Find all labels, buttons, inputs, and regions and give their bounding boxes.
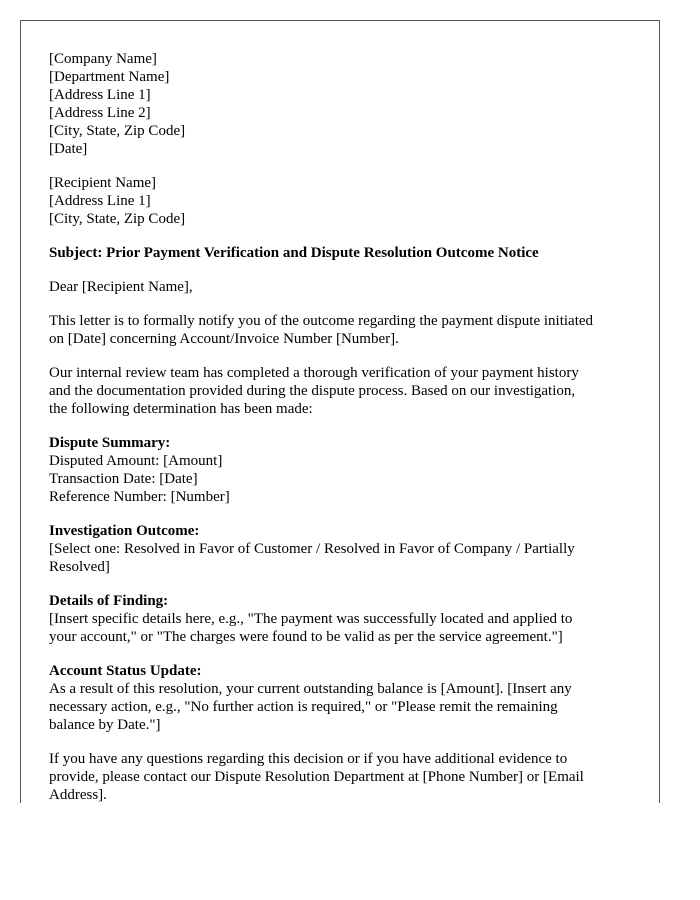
subject-line: Subject: Prior Payment Verification and Dispute Resolution Outcome Notice xyxy=(49,245,539,261)
account-status-update-line: As a result of this resolution, your current outstanding balance is [Amount]. [Insert any xyxy=(49,681,572,697)
disputed-amount: Disputed Amount: [Amount] xyxy=(49,453,223,469)
letter-content xyxy=(49,50,639,803)
recipient-address-block xyxy=(49,174,639,228)
closing-line: Address]. xyxy=(49,787,107,803)
account-status-update-line: necessary action, e.g., "No further action is required," or "Please remit the remaining xyxy=(49,699,558,715)
account-status-update-heading: Account Status Update: xyxy=(49,663,202,679)
account-status-update-section xyxy=(49,662,639,734)
sender-address-line-1: [Address Line 1] xyxy=(49,87,151,103)
sender-city-state-zip: [City, State, Zip Code] xyxy=(49,123,186,139)
recipient-city-state-zip: [City, State, Zip Code] xyxy=(49,211,186,227)
sender-address-line-2: [Address Line 2] xyxy=(49,105,151,121)
dispute-summary-section xyxy=(49,434,639,506)
sender-company-name: [Company Name] xyxy=(49,51,157,67)
review-line: the following determination has been made: xyxy=(49,401,313,417)
sender-department-name: [Department Name] xyxy=(49,69,170,85)
details-of-finding-line: [Insert specific details here, e.g., "The payment was successfully located and applied to xyxy=(49,611,573,627)
closing-paragraph xyxy=(49,750,639,803)
review-line: Our internal review team has completed a thorough verification of your payment history xyxy=(49,365,579,381)
intro-paragraph xyxy=(49,312,639,348)
details-of-finding-line: your account," or "The charges were found to be valid as per the service agreement."] xyxy=(49,629,563,645)
dispute-summary-heading: Dispute Summary: xyxy=(49,435,171,451)
intro-line: on [Date] concerning Account/Invoice Number [Number]. xyxy=(49,331,399,347)
recipient-name: [Recipient Name] xyxy=(49,175,157,191)
transaction-date: Transaction Date: [Date] xyxy=(49,471,198,487)
intro-line: This letter is to formally notify you of the outcome regarding the payment dispute initiated xyxy=(49,313,594,329)
details-of-finding-section xyxy=(49,592,639,646)
recipient-address-line-1: [Address Line 1] xyxy=(49,193,151,209)
closing-line: If you have any questions regarding this decision or if you have additional evidence to xyxy=(49,751,568,767)
account-status-update-line: balance by Date."] xyxy=(49,717,161,733)
investigation-outcome-section xyxy=(49,522,639,576)
sender-address-block xyxy=(49,50,639,158)
investigation-outcome-line: Resolved] xyxy=(49,559,110,575)
review-line: and the documentation provided during the dispute process. Based on our investigation, xyxy=(49,383,576,399)
details-of-finding-heading: Details of Finding: xyxy=(49,593,169,609)
review-paragraph xyxy=(49,364,639,418)
investigation-outcome-line: [Select one: Resolved in Favor of Customer / Resolved in Favor of Company / Partially xyxy=(49,541,575,557)
closing-line: provide, please contact our Dispute Resolution Department at [Phone Number] or [Email xyxy=(49,769,584,785)
letter-date: [Date] xyxy=(49,141,88,157)
reference-number: Reference Number: [Number] xyxy=(49,489,230,505)
investigation-outcome-heading: Investigation Outcome: xyxy=(49,523,200,539)
letter-page xyxy=(20,20,660,803)
salutation: Dear [Recipient Name], xyxy=(49,279,193,295)
